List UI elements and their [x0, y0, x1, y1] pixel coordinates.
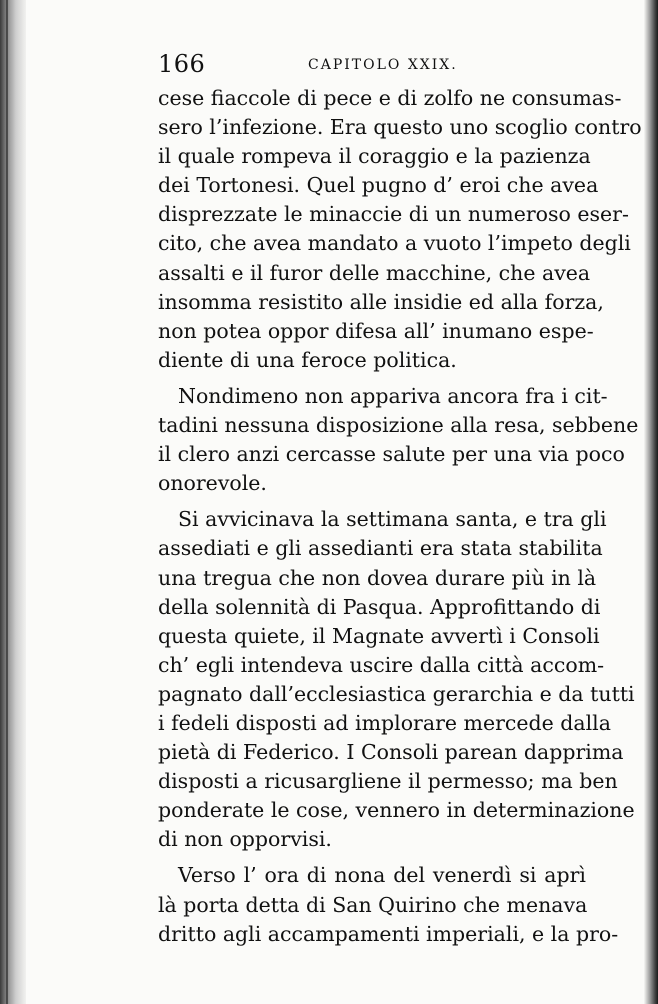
- text-line: Nondimeno non appariva ancora fra i cit-: [178, 383, 608, 408]
- text-line: ponderate le cose, vennero in determinazione: [158, 798, 635, 823]
- text-line: il quale rompeva il coraggio e la pazienza: [158, 144, 591, 169]
- text-line: Si avvicinava la settimana santa, e tra gli: [178, 507, 607, 532]
- text-line: insomma resistito alle insidie ed alla forza,: [158, 289, 604, 314]
- page-number: 166: [158, 50, 206, 78]
- body-text: [158, 84, 642, 949]
- text-line: sero l’infezione. Era questo uno scoglio contro: [158, 115, 642, 140]
- text-line: il clero anzi cercasse salute per una via poco: [158, 442, 625, 467]
- text-line: disposti a ricusargliene il permesso; ma ben: [158, 769, 618, 794]
- binding-edge: [6, 0, 8, 1004]
- text-line: pagnato dall’ecclesiastica gerarchia e da tutti: [158, 681, 635, 706]
- running-head: CAPITOLO XXIX.: [308, 57, 458, 73]
- text-line: della solennità di Pasqua. Approfittando di: [158, 594, 601, 619]
- text-line: non potea oppor difesa all’ inumano espe-: [158, 318, 594, 343]
- text-line: i fedeli disposti ad implorare mercede dalla: [158, 710, 611, 735]
- text-line: onorevole.: [158, 471, 267, 496]
- text-line: assalti e il furor delle macchine, che avea: [158, 260, 591, 285]
- text-line: ch’ egli intendeva uscire dalla città accom-: [158, 652, 605, 677]
- text-line: là porta detta di San Quirino che menava: [158, 892, 588, 917]
- text-line: cito, che avea mandato a vuoto l’impeto degli: [158, 231, 631, 256]
- paragraph-gap: [158, 498, 586, 505]
- text-line: assediati e gli assedianti era stata stabilita: [158, 536, 603, 561]
- page-edge-shadow: [644, 0, 658, 1004]
- text-line: pietà di Federico. I Consoli parean dapprima: [158, 740, 624, 765]
- text-line: una tregua che non dovea durare più in là: [158, 565, 597, 590]
- paragraph-gap: [158, 854, 586, 861]
- page-header: [158, 48, 588, 80]
- text-line: Verso l’ ora di nona del venerdì si aprì: [178, 863, 586, 888]
- paragraph-gap: [158, 375, 586, 382]
- text-line: questa quiete, il Magnate avvertì i Consoli: [158, 623, 600, 648]
- binding-shadow: [0, 0, 26, 1004]
- text-line: dritto agli accampamenti imperiali, e la pro-: [158, 921, 619, 946]
- text-line: dei Tortonesi. Quel pugno d’ eroi che avea: [158, 173, 599, 198]
- text-line: di non opporvisi.: [158, 827, 332, 852]
- text-line: tadini nessuna disposizione alla resa, sebbene: [158, 413, 639, 438]
- text-line: diente di una feroce politica.: [158, 347, 457, 372]
- text-line: cese fiaccole di pece e di zolfo ne consumas-: [158, 86, 622, 110]
- text-line: disprezzate le minaccie di un numeroso eser-: [158, 202, 629, 227]
